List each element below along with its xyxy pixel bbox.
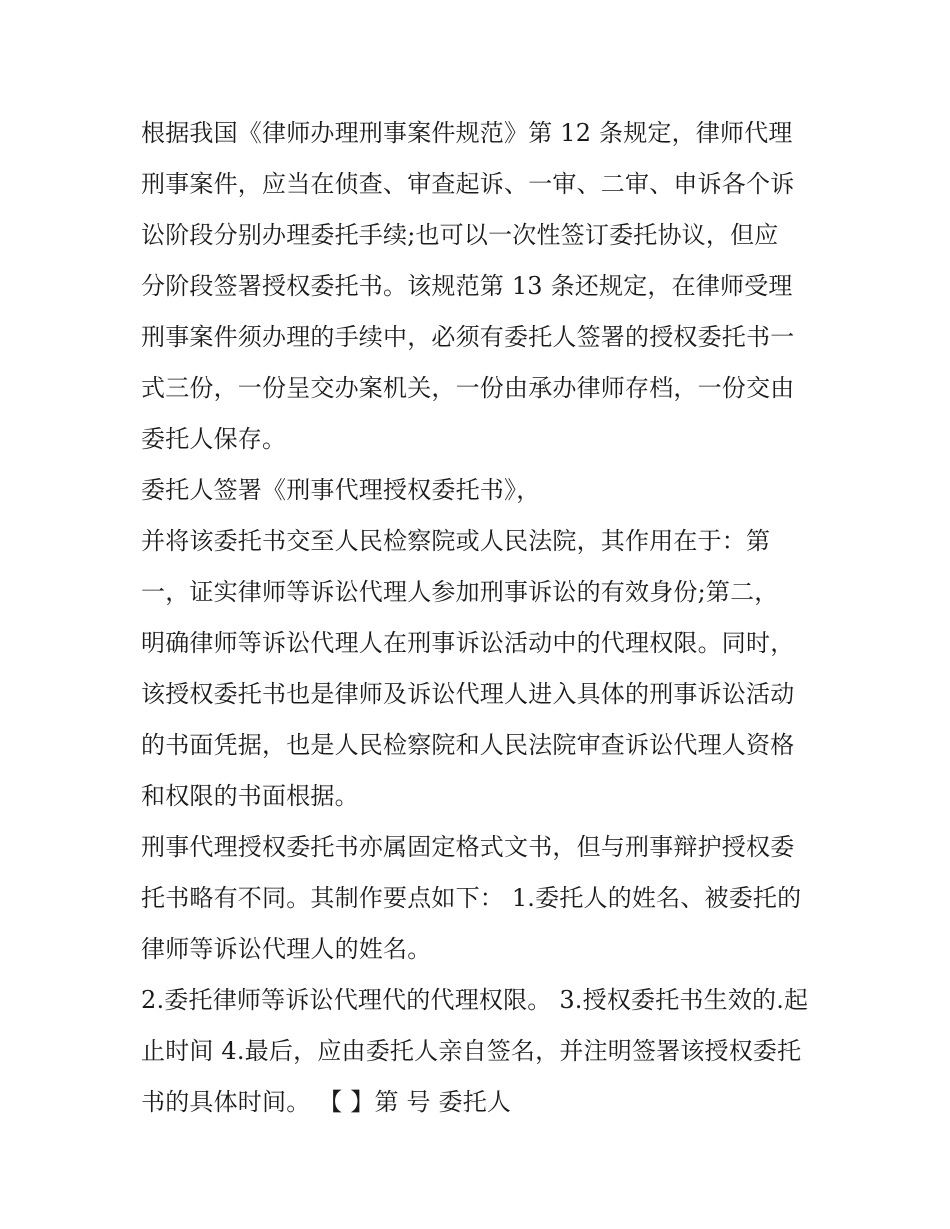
- document-body: [141, 108, 821, 1128]
- text-line: 刑事代理授权委托书亦属固定格式文书，但与刑事辩护授权委: [141, 833, 795, 861]
- text-line: 讼阶段分别办理委托手续;也可以一次性签订委托协议，但应: [141, 221, 779, 249]
- text-line: 委托人签署《刑事代理授权委托书》，: [141, 476, 541, 504]
- text-line: 2.委托律师等诉讼代理代的代理权限。 3.授权委托书生效的.起: [141, 986, 809, 1014]
- text-line: 刑事案件须办理的手续中，必须有委托人签署的授权委托书一: [141, 323, 795, 351]
- text-line: 的书面凭据，也是人民检察院和人民法院审查诉讼代理人资格: [141, 731, 795, 759]
- text-line: 委托人保存。: [141, 425, 287, 453]
- text-line: 书的具体时间。 【 】第 号 委托人: [141, 1088, 512, 1116]
- text-line: 分阶段签署授权委托书。该规范第 13 条还规定，在律师受理: [141, 272, 793, 300]
- text-line: 该授权委托书也是律师及诉讼代理人进入具体的刑事诉讼活动: [141, 680, 795, 708]
- text-line: 和权限的书面根据。: [141, 782, 359, 810]
- text-line: 律师等诉讼代理人的姓名。: [141, 935, 432, 963]
- text-line: 一，证实律师等诉讼代理人参加刑事诉讼的有效身份;第二，: [141, 578, 779, 606]
- text-line: 止时间 4.最后，应由委托人亲自签名，并注明签署该授权委托: [141, 1037, 802, 1065]
- text-line: 式三份，一份呈交办案机关，一份由承办律师存档，一份交由: [141, 374, 795, 402]
- text-line: 明确律师等诉讼代理人在刑事诉讼活动中的代理权限。同时，: [141, 629, 795, 657]
- text-line: 刑事案件，应当在侦查、审查起诉、一审、二审、申诉各个诉: [141, 170, 795, 198]
- text-line: 并将该委托书交至人民检察院或人民法院，其作用在于：第: [141, 527, 771, 555]
- text-line: 根据我国《律师办理刑事案件规范》第 12 条规定，律师代理: [141, 119, 793, 147]
- text-line: 托书略有不同。其制作要点如下： 1.委托人的姓名、被委托的: [141, 884, 802, 912]
